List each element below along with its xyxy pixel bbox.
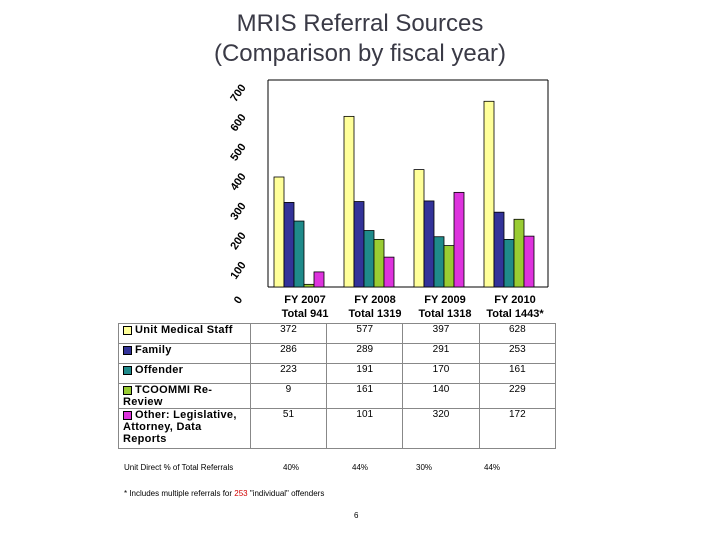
category-label bbox=[265, 293, 345, 321]
table-cell: 229 bbox=[479, 384, 555, 409]
bar bbox=[284, 202, 294, 287]
bar bbox=[304, 284, 314, 287]
series-name: TCOOMMI Re-Review bbox=[123, 384, 213, 408]
unit-direct-value: 40% bbox=[283, 463, 300, 472]
table-row bbox=[119, 384, 556, 409]
bar bbox=[494, 212, 504, 287]
y-tick-label: 700 bbox=[228, 82, 249, 105]
category-total: Total 1443* bbox=[486, 308, 544, 320]
bar bbox=[294, 221, 304, 287]
table-cell: 172 bbox=[479, 409, 555, 449]
bar bbox=[514, 219, 524, 287]
category-year: FY 2010 bbox=[494, 294, 536, 306]
table-cell: 101 bbox=[327, 409, 403, 449]
table-cell: 140 bbox=[403, 384, 479, 409]
legend-swatch bbox=[123, 386, 132, 395]
category-label bbox=[405, 293, 485, 321]
category-year: FY 2007 bbox=[284, 294, 326, 306]
category-total: Total 941 bbox=[281, 308, 329, 320]
series-name: Other: Legislative, Attorney, Data Reports bbox=[123, 409, 237, 445]
table-cell: 161 bbox=[479, 364, 555, 384]
table-cell: 253 bbox=[479, 344, 555, 364]
table-cell: 397 bbox=[403, 324, 479, 344]
bar bbox=[384, 257, 394, 287]
series-label bbox=[119, 364, 251, 384]
bar bbox=[374, 239, 384, 287]
unit-direct-value: 30% bbox=[416, 463, 433, 472]
bar bbox=[454, 192, 464, 287]
data-table bbox=[118, 323, 556, 449]
table-cell: 223 bbox=[250, 364, 326, 384]
bar bbox=[524, 236, 534, 287]
series-label bbox=[119, 409, 251, 449]
bar bbox=[364, 231, 374, 287]
table-row bbox=[119, 324, 556, 344]
bar bbox=[504, 239, 514, 287]
legend-swatch bbox=[123, 411, 132, 420]
table-cell: 161 bbox=[327, 384, 403, 409]
footnote bbox=[124, 489, 324, 498]
footnote-highlight: 253 bbox=[234, 489, 248, 498]
table-cell: 577 bbox=[327, 324, 403, 344]
category-total: Total 1319 bbox=[348, 308, 402, 320]
table-cell: 320 bbox=[403, 409, 479, 449]
chart-title-line-2: (Comparison by fiscal year) bbox=[213, 40, 507, 67]
footnote-prefix: * Includes multiple referrals for bbox=[124, 489, 235, 498]
category-total: Total 1318 bbox=[418, 308, 472, 320]
category-label bbox=[335, 293, 415, 321]
table-cell: 289 bbox=[327, 344, 403, 364]
bar bbox=[414, 170, 424, 287]
y-tick-label: 100 bbox=[228, 259, 249, 282]
bars-group bbox=[274, 101, 534, 287]
bar bbox=[274, 177, 284, 287]
y-tick-label: 500 bbox=[228, 141, 249, 164]
unit-direct-value: 44% bbox=[484, 463, 501, 472]
table-cell: 628 bbox=[479, 324, 555, 344]
legend-swatch bbox=[123, 366, 132, 375]
series-label bbox=[119, 384, 251, 409]
footnote-suffix: "individual" offenders bbox=[247, 489, 325, 498]
table-row bbox=[119, 344, 556, 364]
table-cell: 286 bbox=[250, 344, 326, 364]
y-tick-label: 0 bbox=[231, 294, 246, 307]
bar bbox=[424, 201, 434, 287]
bar bbox=[434, 237, 444, 287]
bar bbox=[484, 101, 494, 287]
unit-direct-label: Unit Direct % of Total Referrals bbox=[124, 463, 234, 472]
y-tick-label: 600 bbox=[228, 111, 249, 134]
series-name: Unit Medical Staff bbox=[135, 324, 233, 336]
page-number: 6 bbox=[354, 511, 359, 520]
category-label bbox=[475, 293, 555, 321]
bar bbox=[344, 116, 354, 287]
table-cell: 191 bbox=[327, 364, 403, 384]
unit-direct-value: 44% bbox=[352, 463, 369, 472]
series-label bbox=[119, 344, 251, 364]
bar bbox=[314, 272, 324, 287]
category-year: FY 2008 bbox=[354, 294, 396, 306]
table-cell: 291 bbox=[403, 344, 479, 364]
category-year: FY 2009 bbox=[424, 294, 466, 306]
y-tick-label: 300 bbox=[228, 200, 249, 223]
table-cell: 9 bbox=[250, 384, 326, 409]
chart-title-line-1: MRIS Referral Sources bbox=[236, 10, 484, 37]
table-cell: 170 bbox=[403, 364, 479, 384]
table-cell: 51 bbox=[250, 409, 326, 449]
series-name: Offender bbox=[135, 364, 184, 376]
legend-swatch bbox=[123, 346, 132, 355]
y-tick-label: 400 bbox=[228, 171, 249, 193]
bar bbox=[354, 202, 364, 287]
table-row bbox=[119, 364, 556, 384]
table-cell: 372 bbox=[250, 324, 326, 344]
series-label bbox=[119, 324, 251, 344]
series-name: Family bbox=[135, 344, 172, 356]
y-tick-label: 200 bbox=[228, 230, 249, 253]
legend-swatch bbox=[123, 326, 132, 335]
bar bbox=[444, 246, 454, 287]
table-row bbox=[119, 409, 556, 449]
